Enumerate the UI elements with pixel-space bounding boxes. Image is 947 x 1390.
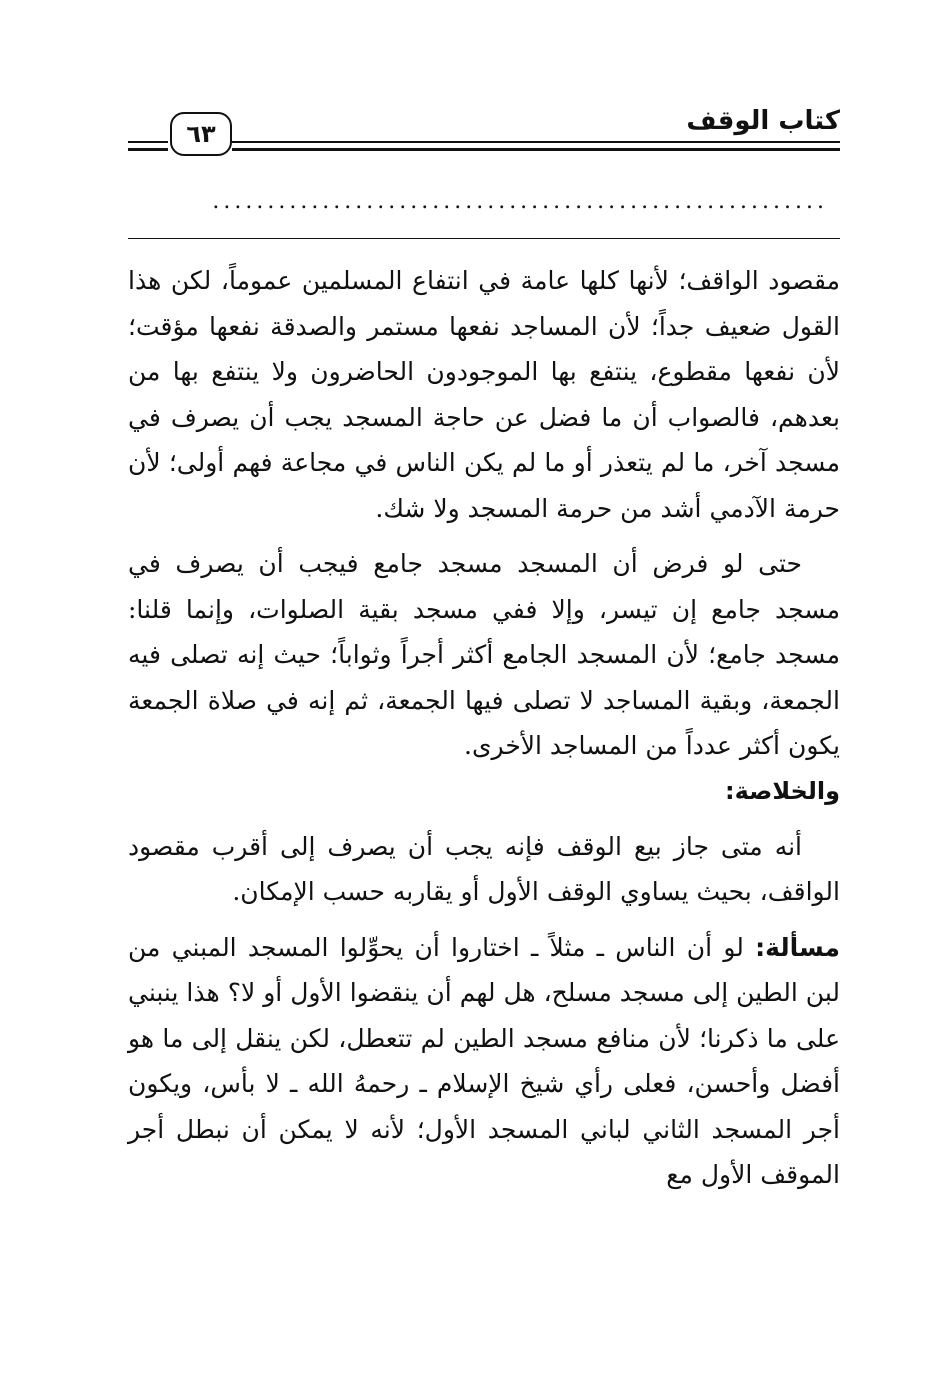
- paragraph-4-text: لو أن الناس ـ مثلاً ـ اختاروا أن يحوِّلوا المسجد المبني من لبن الطين إلى مسجد مسلح، هل لهم أن ينقضوا الأول أو لا؟ هذا ينبني على ما ذكرنا؛ لأن منافع مسجد الطين لم تتعطل، لكن ينقل إلى ما هو أفضل وأحسن، فعلى رأي شيخ الإسلام ـ رحمهُ الله ـ لا بأس، ويكون أجر المسجد الثاني لباني المسجد الأول؛ لأنه لا يمكن أن نبطل أجر الموقف الأول مع: [128, 932, 840, 1189]
- page-header: [128, 104, 840, 164]
- page-number: ٦٣: [170, 112, 232, 156]
- question-label: مسألة:: [755, 932, 840, 962]
- horizontal-separator: [128, 238, 840, 239]
- header-rule-right: [232, 141, 840, 151]
- paragraph-4: [128, 925, 840, 1198]
- dotted-separator: ........................................................: [212, 190, 828, 214]
- page-body: [128, 258, 840, 1198]
- book-title: كتاب الوقف: [686, 106, 840, 136]
- paragraph-2: حتى لو فرض أن المسجد مسجد جامع فيجب أن يصرف في مسجد جامع إن تيسر، وإلا ففي مسجد بقية الصلوات، وإنما قلنا: مسجد جامع؛ لأن المسجد الجامع أكثر أجراً وثواباً؛ حيث إنه تصلى فيه الجمعة، وبقية المساجد لا تصلى فيها الجمعة، ثم إنه في صلاة الجمعة يكون أكثر عدداً من المساجد الأخرى.: [128, 549, 840, 760]
- paragraph-1: مقصود الواقف؛ لأنها كلها عامة في انتفاع المسلمين عموماً، لكن هذا القول ضعيف جداً؛ لأن المساجد نفعها مستمر والصدقة نفعها مؤقت؛ لأن نفعها مقطوع، ينتفع بها الموجودون الحاضرون ولا ينتفع بها من بعدهم، فالصواب أن ما فضل عن حاجة المسجد يجب أن يصرف في مسجد آخر، ما لم يتعذر أو ما لم يكن الناس في مجاعة فهم أولى؛ لأن حرمة الآدمي أشد من حرمة المسجد ولا شك.: [128, 266, 840, 523]
- paragraph-3: أنه متى جاز بيع الوقف فإنه يجب أن يصرف إلى أقرب مقصود الواقف، بحيث يساوي الوقف الأول أو يقاربه حسب الإمكان.: [128, 831, 840, 906]
- header-rule-left: [128, 141, 168, 151]
- summary-heading: والخلاصة:: [724, 776, 840, 805]
